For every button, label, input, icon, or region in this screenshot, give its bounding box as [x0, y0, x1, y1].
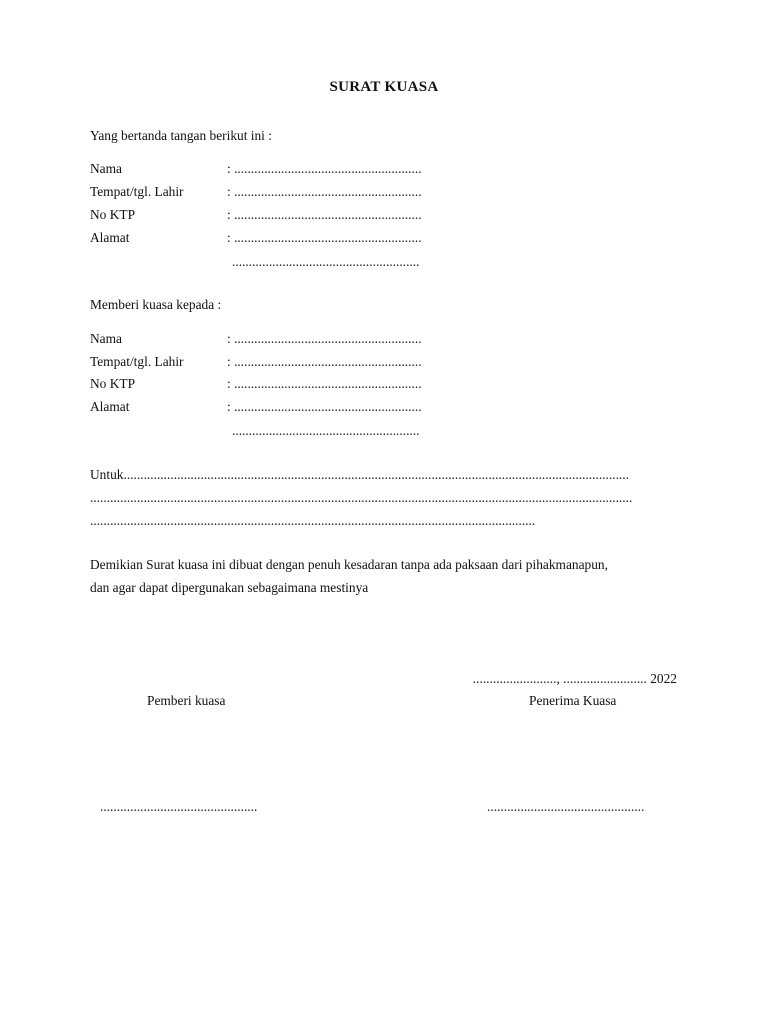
grantee-intro-text: Memberi kuasa kepada :: [90, 297, 222, 312]
grantor-signature-line: ...............................................: [100, 799, 258, 814]
grantor-address-label: Alamat: [90, 230, 130, 245]
grantor-birth-value: : ........................................................: [227, 184, 422, 199]
purpose-line-3: .....................................................................................................................................: [90, 513, 536, 528]
grantee-name-label: Nama: [90, 331, 122, 346]
grantor-ktp-value: : ........................................................: [227, 207, 422, 222]
grantor-name-value: : ........................................................: [227, 161, 422, 176]
intro-text: Yang bertanda tangan berikut ini :: [90, 128, 272, 143]
grantee-signature-label: Penerima Kuasa: [529, 693, 617, 708]
grantee-birth-value: : ........................................................: [227, 354, 422, 369]
grantor-name-label: Nama: [90, 161, 122, 176]
grantee-address-value: : ........................................................: [227, 399, 422, 414]
purpose-line-1: Untuk.......................................................................................................................................................: [90, 467, 629, 482]
date-line: ........................., ......................... 2022: [472, 671, 677, 686]
purpose-line-2: ..................................................................................................................................................................: [90, 490, 633, 505]
grantee-ktp-label: No KTP: [90, 376, 136, 391]
grantee-ktp-value: : ........................................................: [227, 376, 422, 391]
grantor-address-continuation: ........................................................: [232, 254, 420, 269]
grantor-birth-label: Tempat/tgl. Lahir: [90, 184, 184, 199]
grantor-address-value: : ........................................................: [227, 230, 422, 245]
document-title: SURAT KUASA: [329, 79, 439, 95]
grantor-ktp-label: No KTP: [90, 207, 136, 222]
closing-line-2: dan agar dapat dipergunakan sebagaimana mestinya: [90, 580, 369, 595]
grantee-name-value: : ........................................................: [227, 331, 422, 346]
grantee-address-label: Alamat: [90, 399, 130, 414]
grantor-signature-label: Pemberi kuasa: [147, 693, 226, 708]
grantee-address-continuation: ........................................................: [232, 423, 420, 438]
closing-line-1: Demikian Surat kuasa ini dibuat dengan penuh kesadaran tanpa ada paksaan dari pihakmanapun,: [90, 557, 608, 572]
grantee-signature-line: ...............................................: [487, 799, 645, 814]
grantee-birth-label: Tempat/tgl. Lahir: [90, 354, 184, 369]
